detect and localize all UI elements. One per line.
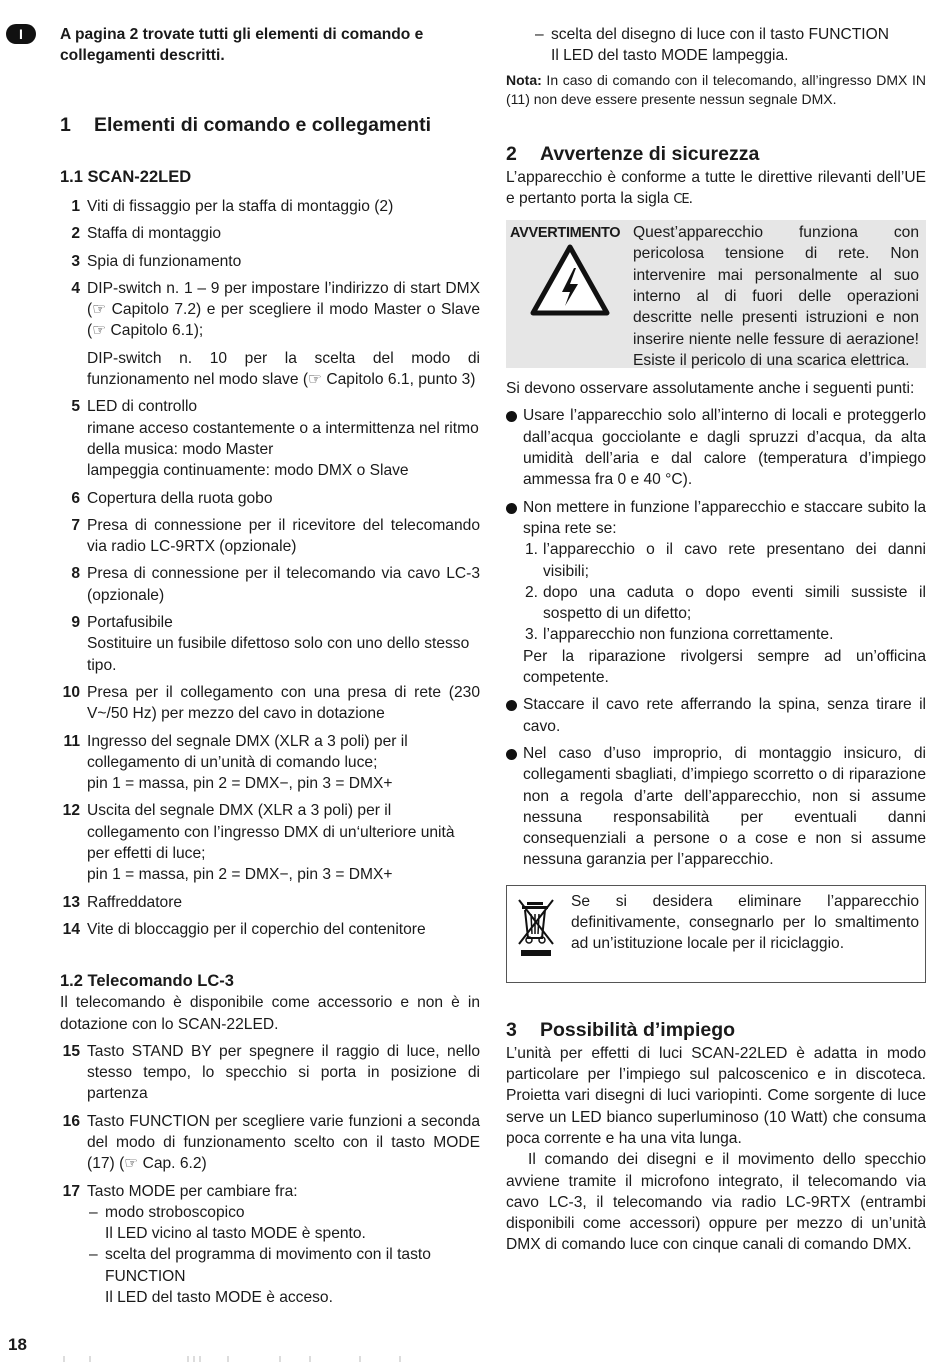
element-list — [60, 196, 480, 940]
list-item — [60, 223, 480, 244]
item-number: 6 — [71, 489, 80, 507]
bullet-tail: Per la riparazione rivolgersi sempre ad un’officina competente. — [523, 647, 926, 687]
item-text: Presa di connessione per il telecomando via cavo LC-3 (opzionale) — [87, 565, 480, 604]
conformity-sentence: L’apparecchio è conforme a tutte le direttive rilevanti dell’UE e pertanto porta la sigla — [506, 168, 926, 207]
section-1-heading — [60, 112, 480, 138]
item-number: 9 — [71, 614, 80, 632]
disposal-text: Se si desidera eliminare l’apparecchio definitivamente, consegnarlo per lo smaltimento ad un’istituzione locale per il riciclaggio. — [571, 892, 919, 953]
ce-mark: CE — [673, 191, 689, 207]
safety-list — [506, 405, 926, 870]
sub-number: 3. — [525, 626, 539, 644]
sub-item — [523, 582, 926, 625]
item-number: 15 — [62, 1042, 80, 1060]
disposal-box — [506, 885, 926, 983]
item-number: 7 — [71, 516, 80, 534]
subsection-1-2-heading: 1.2 Telecomando LC-3 — [60, 972, 234, 991]
list-item — [60, 731, 480, 795]
list-item — [60, 563, 480, 606]
sub-item — [523, 539, 926, 582]
conformity-end: . — [688, 189, 693, 207]
list-item — [60, 1181, 480, 1309]
section-title: Avvertenze di sicurezza — [540, 142, 760, 165]
item-number: 5 — [71, 398, 80, 416]
item-number: 10 — [62, 683, 80, 701]
item-text: Tasto MODE per cambiare fra: — [87, 1182, 298, 1200]
sub-item — [523, 624, 926, 645]
item-text: Uscita del segnale DMX (XLR a 3 poli) per il collegamento con l’ingresso DMX di un‘ulteriore unità per effetti di luce; pin 1 = massa, pin 2 = DMX−, pin 3 = DMX+ — [87, 802, 455, 884]
list-item — [60, 892, 480, 913]
item-text: Vite di bloccaggio per il coperchio del contenitore — [87, 920, 426, 938]
high-voltage-warning-icon — [530, 244, 610, 316]
note-label: Nota: — [506, 71, 542, 88]
usage-paragraph: Il comando dei disegni e il movimento dello specchio avviene tramite il microfono integrato, il telecomando via cavo LC-3, il telecomando via radio LC-9RTX (entrambi disponibili come accessori) oppure per mezzo di un’unità DMX di comando luce con cinque canali di comando DMX. — [506, 1151, 926, 1254]
section-number: 3 — [506, 1018, 517, 1041]
item-text: DIP-switch n. 1 – 9 per impostare l’indirizzo di start DMX (☞ Capitolo 7.2) e per scegliere il modo Master o Slave (☞ Capitolo 6.1); — [87, 279, 480, 340]
list-item — [60, 488, 480, 509]
list-item — [60, 612, 480, 676]
section-2-heading — [506, 141, 926, 167]
note-text: In caso di comando con il telecomando, all’ingresso DMX IN (11) non deve essere presente nessun segnale DMX. — [506, 71, 926, 107]
bullet-lead: Non mettere in funzione l’apparecchio e staccare subito la spina rete se: — [523, 498, 926, 537]
list-item — [60, 1111, 480, 1175]
item-text: Presa per il collegamento con una presa di rete (230 V~/50 Hz) per mezzo del cavo in dotazione — [87, 683, 480, 723]
item-number: 2 — [71, 225, 80, 243]
section-3-heading — [506, 1017, 926, 1043]
sub-number: 2. — [525, 583, 539, 601]
section-title: Possibilità d’impiego — [540, 1018, 736, 1041]
item-number: 4 — [71, 279, 80, 297]
sub-number: 1. — [525, 541, 539, 559]
item-number: 8 — [71, 565, 80, 583]
sub-text: l’apparecchio non funziona correttamente. — [543, 626, 834, 644]
list-item — [60, 196, 480, 217]
item-text: Ingresso del segnale DMX (XLR a 3 poli) per il collegamento di un’unità di comando luce; pin 1 = massa, pin 2 = DMX−, pin 3 = DMX+ — [87, 732, 408, 793]
language-badge: I — [6, 24, 36, 44]
item-number: 16 — [62, 1112, 80, 1130]
list-item — [60, 800, 480, 885]
list-item — [60, 919, 480, 940]
item-text: Tasto FUNCTION per scegliere varie funzioni a seconda del modo di funzionamento scelto con il tasto MODE (17) (☞ Cap. 6.2) — [87, 1112, 480, 1173]
left-column — [60, 24, 480, 1314]
sub-text: l’apparecchio o il cavo rete presentano dei danni visibili; — [543, 541, 926, 580]
usage-paragraph: L’unità per effetti di luci SCAN-22LED è adatta in modo particolare per l’impiego sul palcoscenico e in discoteca. Proietta vari disegni di luci variopinti. Come sorgente di luce serve un LED bianco superluminoso (10 Watt) che consuma poca corrente e ha una vita lunga. — [506, 1044, 926, 1147]
subsection-1-1-heading: 1.1 SCAN-22LED — [60, 168, 192, 186]
item-text: Tasto STAND BY per spegnere il raggio di luce, nello stesso tempo, lo specchio si porta in posizione di partenza — [87, 1042, 480, 1103]
list-item — [60, 682, 480, 725]
item-text: LED di controllo rimane acceso costantemente o a intermittenza nel ritmo della musica: modo Master lampeggia continuamente: modo DMX o Slave — [87, 398, 479, 480]
bullet-item: Nel caso d’uso improprio, di montaggio insicuro, di collegamenti sbagliati, d’impiego scorretto o di riparazione non a regola d’arte dell’apparecchio, non si assume nessuna responsabilità per eventuali danni consequenziali a persone o a cose e non si assume nessuna garanzia per l’apparecchio. — [506, 743, 926, 871]
remote-intro: Il telecomando è disponibile come accessorio e non è in dotazione con lo SCAN-22LED. — [60, 994, 480, 1033]
item-text: Spia di funzionamento — [87, 252, 242, 270]
print-marks — [60, 1356, 440, 1362]
item-number: 1 — [71, 198, 80, 215]
list-item — [60, 396, 480, 481]
item-text: Viti di fissaggio per la staffa di montaggio (2) — [87, 198, 394, 215]
page-number: 18 — [8, 1335, 27, 1354]
warning-text: Quest’apparecchio funziona con pericolosa tensione di rete. Non intervenire mai personalmente al suo interno al di fuori delle operazioni descritte nelle presenti istruzioni e non inserire niente nelle fessure di aerazione! Esiste il pericolo di una scarica elettrica. — [633, 224, 919, 369]
list-item — [60, 1041, 480, 1105]
item-number: 13 — [62, 893, 80, 911]
item-text: Copertura della ruota gobo — [87, 489, 273, 507]
item-number: 17 — [62, 1182, 80, 1200]
warning-label: AVVERTIMENTO — [510, 225, 621, 242]
list-item — [60, 251, 480, 272]
warning-box — [506, 220, 926, 368]
dash-item: – modo stroboscopico Il LED vicino al tasto MODE è spento. — [87, 1202, 480, 1245]
item-text: Raffreddatore — [87, 893, 183, 911]
item-number: 12 — [62, 802, 80, 820]
dash-item: – scelta del programma di movimento con il tasto FUNCTION Il LED del tasto MODE è acceso. — [87, 1244, 480, 1308]
list-item — [60, 515, 480, 558]
dash-item-continued: – scelta del disegno di luce con il tasto FUNCTION Il LED del tasto MODE lampeggia. — [533, 24, 926, 67]
bullet-item: Usare l’apparecchio solo all’interno di locali e proteggerlo dall’acqua gocciolante e dagli spruzzi d’acqua, da alta umidità dell’aria e dal calore (temperatura d’impiego ammessa fra 0 e 40 °C). — [506, 405, 926, 490]
list-item — [60, 278, 480, 390]
sub-text: dopo una caduta o dopo eventi simili sussiste il sospetto di un difetto; — [543, 583, 926, 623]
item-number: 3 — [71, 252, 80, 270]
item-number: 14 — [62, 920, 80, 938]
section-number: 2 — [506, 142, 517, 165]
intro-text: A pagina 2 trovate tutti gli elementi di comando e collegamenti descritti. — [60, 26, 424, 64]
section-number: 1 — [60, 114, 71, 136]
bullet-item — [506, 497, 926, 689]
item-text: Presa di connessione per il ricevitore del telecomando via radio LC-9RTX (opzionale) — [87, 516, 480, 556]
remote-list — [60, 1041, 480, 1309]
safety-lead: Si devono osservare assolutamente anche i seguenti punti: — [506, 380, 915, 398]
sub-list — [523, 539, 926, 645]
conformity-text — [506, 167, 926, 211]
note — [506, 71, 926, 109]
item-text: Staffa di montaggio — [87, 225, 222, 243]
crossed-out-bin-icon — [517, 896, 557, 958]
bullet-item: Staccare il cavo rete afferrando la spina, senza tirare il cavo. — [506, 694, 926, 737]
item-number: 11 — [63, 732, 80, 750]
item-text: Portafusibile Sostituire un fusibile difettoso solo con uno dello stesso tipo. — [87, 614, 470, 674]
section-title: Elementi di comando e collegamenti — [94, 114, 431, 136]
right-column — [506, 24, 926, 1256]
item-text: DIP-switch n. 10 per la scelta del modo di funzionamento nel modo slave (☞ Capitolo 6.1, punto 3) — [87, 349, 480, 389]
